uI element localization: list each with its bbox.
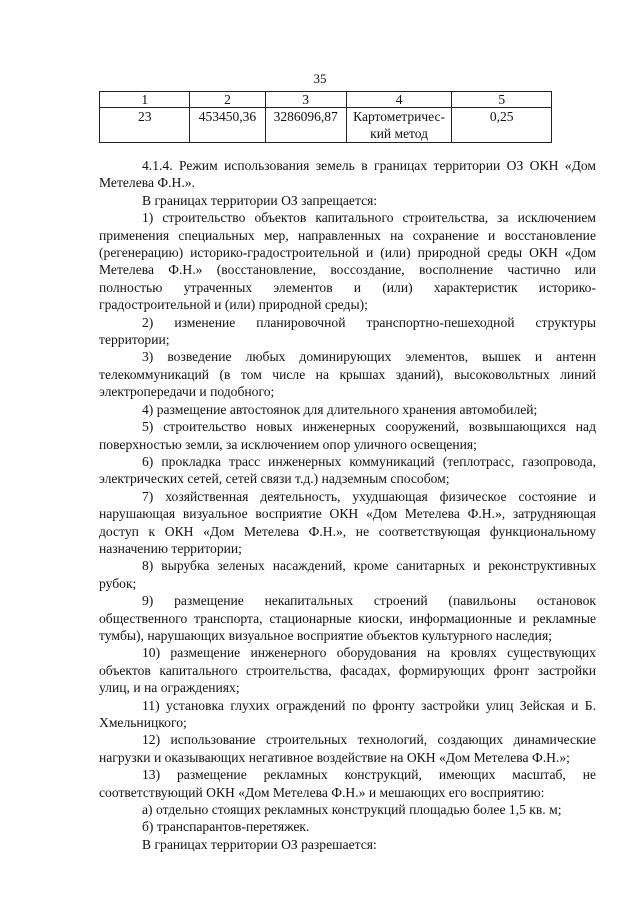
section-heading: 4.1.4. Режим использования земель в границах территории ОЗ ОКН «Дом Метелева Ф.Н.». [99,158,596,191]
table-header-cell: 4 [346,92,452,108]
table-header-cell: 3 [265,92,346,108]
list-item: 13) размещение рекламных конструкций, имеющих масштаб, не соответствующий ОКН «Дом Метелева Ф.Н.» и мешающих его восприятию: [99,767,596,800]
accuracy-cell: 0,25 [452,108,552,143]
list-item: 4) размещение автостоянок для длительного хранения автомобилей; [142,401,538,417]
x-coordinate-cell: 453450,36 [190,108,265,143]
coordinates-table [99,91,552,143]
point-number-cell: 23 [100,108,190,143]
list-item: 8) вырубка зеленых насаждений, кроме санитарных и реконструктивных рубок; [99,558,596,591]
paragraph: В границах территории ОЗ запрещается: [142,192,378,208]
list-item: 9) размещение некапитальных строений (павильоны остановок общественного транспорта, стационарные киоски, информационные и рекламные тумбы), нарушающих визуальное восприятие объектов культурного наследия; [99,593,596,643]
paragraph: В границах территории ОЗ разрешается: [142,836,377,852]
list-item: 5) строительство новых инженерных сооружений, возвышающихся над поверхностью земли, за исключением опор уличного освещения; [99,419,596,452]
page-number: 35 [313,71,327,86]
sub-list-item: б) транспарантов-перетяжек. [142,819,310,835]
list-item: 3) возведение любых доминирующих элементов, вышек и антенн телекоммуникаций (в том числе на крышах зданий), высоковольтных линий электропередачи и подобного; [99,349,596,400]
sub-list-item: а) отдельно стоящих рекламных конструкций площадью более 1,5 кв. м; [142,802,562,818]
method-line: Картометричес- [353,109,445,124]
method-cell [346,108,452,143]
list-item: 7) хозяйственная деятельность, ухудшающая физическое состояние и нарушающая визуальное восприятие ОКН «Дом Метелева Ф.Н.», затрудняющая доступ к ОКН «Дом Метелева Ф.Н.», не соответствующая функциональному назначению территории; [99,488,596,556]
table-header-row [100,92,552,108]
table-header-cell: 5 [452,92,552,108]
table-row [100,108,552,143]
list-item: 1) строительство объектов капитального строительства, за исключением применения специальных мер, направленных на сохранение и восстановление (регенерацию) историко-градостроительной и (или) природной среды ОКН «Дом Метелева Ф.Н.» (восстановление, воссоздание, восполнение частично или полностью утраченных элементов и (или) характеристик историко-градостроительной и (или) природной среды); [99,210,596,313]
table-header-cell: 2 [190,92,265,108]
list-item: 2) изменение планировочной транспортно-пешеходной структуры территории; [99,314,596,348]
list-item: 12) использование строительных технологий, создающих динамические нагрузки и оказывающих негативное воздействие на ОКН «Дом Метелева Ф.Н.»; [99,732,596,765]
table-header-cell: 1 [100,92,190,108]
method-line: кий метод [370,126,429,141]
list-item: 11) установка глухих ограждений по фронту застройки улиц Зейская и Б. Хмельницкого; [99,697,596,730]
document-body [99,157,596,853]
y-coordinate-cell: 3286096,87 [265,108,346,143]
list-item: 6) прокладка трасс инженерных коммуникаций (теплотрасс, газопровода, электрических сетей, сетей связи т.д.) надземным способом; [99,453,596,487]
list-item: 10) размещение инженерного оборудования на кровлях существующих объектов капитального строительства, фасадах, формирующих фронт застройки улиц, и на ограждениях; [99,645,596,696]
